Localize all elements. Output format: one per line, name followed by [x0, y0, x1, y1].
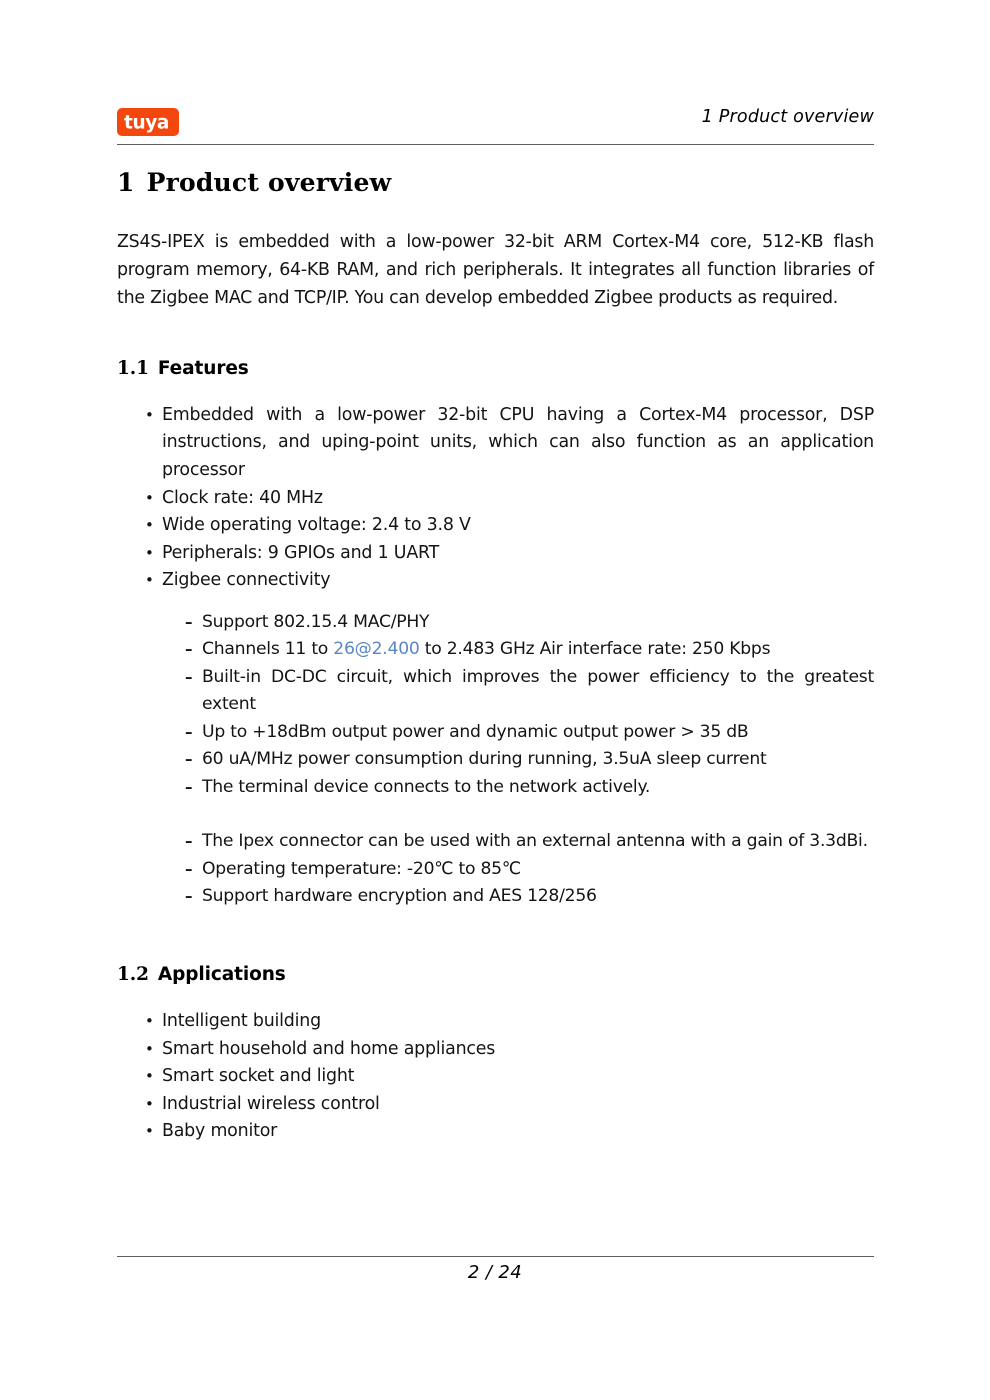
intro-paragraph: ZS4S-IPEX is embedded with a low-power 32-bit ARM Cortex-M4 core, 512-KB flash program memory, 64-KB RAM, and rich peripherals. It integrates all function libraries of the Zigbee MAC and TCP/IP. You can develop embedded Zigbee products as required. [117, 232, 874, 309]
tuya-logo-mark [117, 102, 185, 136]
section-heading-applications [117, 963, 874, 986]
chapter-heading [117, 168, 874, 198]
zigbee-sub-bullet-list [117, 609, 874, 911]
list-item [185, 746, 874, 774]
list-item: • Clock rate: 40 MHz [145, 485, 874, 513]
spacer [117, 911, 874, 941]
list-item: • Intelligent building [145, 1008, 874, 1036]
list-item: • Wide operating voltage: 2.4 to 3.8 V [145, 512, 874, 540]
tuya-logo [117, 102, 185, 136]
sub-bullet-text: The terminal device connects to the network actively. [202, 776, 651, 797]
spacer [117, 380, 874, 402]
spacer [117, 986, 874, 1008]
list-item: – The Ipex connector can be used with an external antenna with a gain of 3.3dBi. [185, 828, 874, 856]
list-item: • Smart household and home appliances [145, 1036, 874, 1064]
page-content [117, 168, 874, 1146]
header-divider-rule [117, 144, 874, 145]
section-heading-features [117, 357, 874, 380]
list-item: • Embedded with a low-power 32-bit CPU having a Cortex-M4 processor, DSP instructions, and uping-point units, which can also function as an application processor [145, 402, 874, 485]
sub-bullet-text-before: Channels 11 to [202, 639, 334, 660]
list-item [185, 719, 874, 747]
list-item: • Industrial wireless control [145, 1091, 874, 1119]
spacer [117, 595, 874, 609]
section-number: 1.2 [117, 963, 149, 985]
running-header-title: 1 Product overview [701, 107, 874, 127]
spacer [117, 198, 874, 228]
chapter-title: Product overview [146, 168, 392, 197]
spacer [117, 313, 874, 343]
chapter-number: 1 [117, 168, 135, 197]
section-number: 1.1 [117, 357, 149, 379]
list-item: • Baby monitor [145, 1118, 874, 1146]
list-item [185, 609, 874, 637]
sub-bullet-text-after: to 2.483 GHz Air interface rate: 250 Kbps [419, 639, 771, 660]
logo-wordmark: tuya [124, 112, 169, 134]
spacer [117, 343, 874, 357]
list-item [185, 774, 874, 802]
section-title: Applications [157, 963, 286, 985]
sub-bullet-text: Support 802.15.4 MAC/PHY [202, 611, 430, 632]
list-item: – Operating temperature: -20℃ to 85℃ [185, 856, 874, 884]
list-item: • Zigbee connectivity [145, 567, 874, 595]
channel-frequency-link[interactable]: 26@2.400 [333, 639, 420, 660]
list-item: – Support hardware encryption and AES 128/256 [185, 883, 874, 911]
sub-bullet-text: Up to +18dBm output power and dynamic output power > 35 dB [202, 721, 749, 742]
list-item: • Smart socket and light [145, 1063, 874, 1091]
features-bullet-list [117, 402, 874, 595]
list-item [185, 664, 874, 719]
list-item: • Peripherals: 9 GPIOs and 1 UART [145, 540, 874, 568]
footer-divider-rule [117, 1256, 874, 1257]
spacer [117, 941, 874, 963]
page-header [117, 98, 874, 146]
applications-bullet-list [117, 1008, 874, 1146]
page-number: 2 / 24 [467, 1262, 523, 1283]
list-item [185, 636, 874, 664]
sub-bullet-text: 60 uA/MHz power consumption during running, 3.5uA sleep current [202, 749, 767, 770]
section-title: Features [157, 357, 249, 379]
sub-bullet-text: Built-in DC-DC circuit, which improves the power efficiency to the greatest extent [202, 666, 874, 715]
